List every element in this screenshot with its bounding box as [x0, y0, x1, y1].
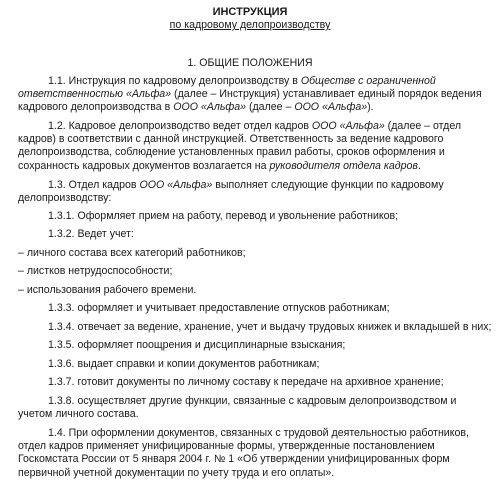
- p1-2-org: ООО «Альфа»: [311, 120, 385, 132]
- p1-1-org: Обществе с ограниченной ответственностью «Альфа»: [18, 75, 436, 101]
- item-1-3-2: 1.3.2. Ведет учет:: [48, 228, 134, 240]
- p1-1-text2: (далее – Инструкция) устанавливает единый порядок ведения кадрового делопроизводства в: [18, 88, 482, 114]
- dash-item-2: – листков нетрудоспособности;: [18, 265, 173, 277]
- p1-1-text: 1.1. Инструкция по кадровому делопроизводству в: [48, 75, 301, 87]
- p1-2-text: 1.2. Кадровое делопроизводство ведет отдел кадров: [48, 120, 312, 132]
- p1-2-role: руководителя отдела кадров: [269, 159, 418, 172]
- dash-item-3: – использования рабочего времени.: [18, 284, 197, 296]
- p1-3-text2: выполняет следующие функции по кадровому делопроизводству:: [18, 179, 444, 205]
- item-1-3-8: 1.3.8. осуществляет другие функции, связанные с кадровым делопроизводством и учетом личного состава.: [18, 395, 457, 421]
- p1-3-text: 1.3. Отдел кадров: [48, 179, 140, 191]
- doc-subtitle: по кадровому делопроизводству: [169, 19, 331, 31]
- p1-2-text3: .: [417, 159, 421, 172]
- p1-1-text3: (далее –: [246, 101, 295, 114]
- paragraph-1-2: [18, 120, 483, 173]
- section-title: 1. ОБЩИЕ ПОЛОЖЕНИЯ: [187, 57, 313, 69]
- item-1-3-5: 1.3.5. оформляет поощрения и дисциплинарные взыскания;: [48, 339, 346, 351]
- paragraph-1-1: [18, 75, 483, 115]
- doc-title: ИНСТРУКЦИЯ: [212, 6, 288, 18]
- paragraph-1-4: 1.4. При оформлении документов, связанных с трудовой деятельностью работников, отдел кадров применяет унифицированные формы, утвержденные постановлением Госкомстата России от 5 января 2004 г. № 1 «Об утверждении унифицированных форм первичной учетной документации по учету труда и его оплаты».: [18, 427, 469, 479]
- p1-3-org: ООО «Альфа»: [139, 179, 213, 191]
- paragraph-1-3: [18, 179, 483, 205]
- item-1-3-1: 1.3.1. Оформляет прием на работу, перевод и увольнение работников;: [48, 210, 399, 222]
- dash-item-1: – личного состава всех категорий работников;: [18, 247, 246, 259]
- p1-1-org3: ООО «Альфа»: [294, 101, 368, 114]
- item-1-3-3: 1.3.3. оформляет и учитывает предоставление отпусков работникам;: [48, 302, 390, 314]
- p1-2-text2: (далее – отдел кадров) в соответствии с данной инструкцией. Ответственность за ведение кадрового делопроизводства, соблюдение установленных правил работы, сроков оформления и сохранность кадровых документов возлагается на: [18, 120, 462, 172]
- item-1-3-6: 1.3.6. выдает справки и копии документов работникам;: [48, 358, 320, 370]
- item-1-3-4: 1.3.4. отвечает за ведение, хранение, учет и выдачу трудовых книжек и вкладышей в них;: [48, 321, 492, 333]
- item-1-3-7: 1.3.7. готовит документы по личному составу к передаче на архивное хранение;: [48, 376, 444, 388]
- p1-1-text4: ).: [367, 101, 374, 114]
- p1-1-org2: ООО «Альфа»: [173, 101, 247, 114]
